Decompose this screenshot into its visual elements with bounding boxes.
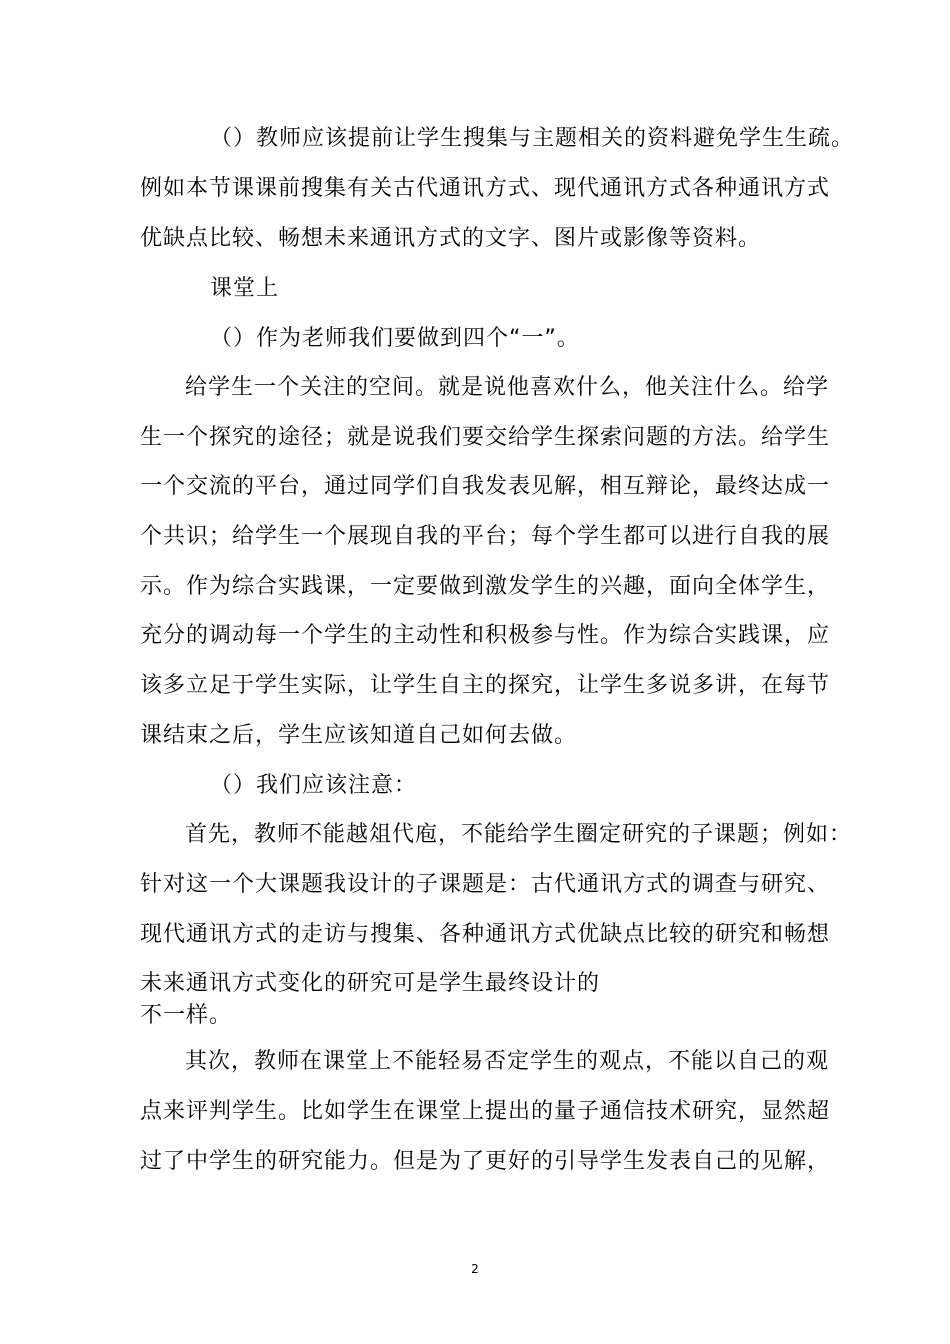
- text-line: 课堂上: [210, 276, 280, 301]
- text-line: （）我们应该注意：: [210, 773, 418, 798]
- text-line: 优缺点比较、畅想未来通讯方式的文字、图片或影像等资料。: [140, 226, 762, 251]
- text-line: （）作为老师我们要做到四个“一”。: [210, 326, 580, 351]
- text-line: 不一样。: [140, 1003, 233, 1028]
- text-line: 一个交流的平台，通过同学们自我发表见解，相互辩论，最终达成一: [140, 474, 831, 499]
- page-number: 2: [471, 1262, 479, 1276]
- text-line: （）教师应该提前让学生搜集与主题相关的资料避免学生生疏。: [210, 126, 855, 151]
- text-line: 给学生一个关注的空间。就是说他喜欢什么，他关注什么。给学: [185, 375, 830, 400]
- text-line: 现代通讯方式的走访与搜集、各种通讯方式优缺点比较的研究和畅想: [140, 922, 831, 947]
- text-line: 未来通讯方式变化的研究可是学生最终设计的: [140, 971, 601, 996]
- text-line: 点来评判学生。比如学生在课堂上提出的量子通信技术研究，显然超: [140, 1099, 831, 1124]
- text-line: 生一个探究的途径；就是说我们要交给学生探索问题的方法。给学生: [140, 425, 831, 450]
- text-line: 过了中学生的研究能力。但是为了更好的引导学生发表自己的见解，: [140, 1149, 831, 1174]
- text-line: 该多立足于学生实际，让学生自主的探究，让学生多说多讲，在每节: [140, 673, 831, 698]
- text-line: 示。作为综合实践课，一定要做到激发学生的兴趣，面向全体学生，: [140, 574, 831, 599]
- text-line: 个共识；给学生一个展现自我的平台；每个学生都可以进行自我的展: [140, 524, 831, 549]
- text-line: 课结束之后，学生应该知道自己如何去做。: [140, 723, 578, 748]
- text-line: 例如本节课课前搜集有关古代通讯方式、现代通讯方式各种通讯方式: [140, 176, 831, 201]
- text-line: 针对这一个大课题我设计的子课题是：古代通讯方式的调查与研究、: [140, 872, 831, 897]
- text-line: 首先，教师不能越俎代庖，不能给学生圈定研究的子课题；例如：: [185, 822, 853, 847]
- text-line: 充分的调动每一个学生的主动性和积极参与性。作为综合实践课，应: [140, 623, 831, 648]
- text-line: 其次，教师在课堂上不能轻易否定学生的观点，不能以自己的观: [185, 1049, 830, 1074]
